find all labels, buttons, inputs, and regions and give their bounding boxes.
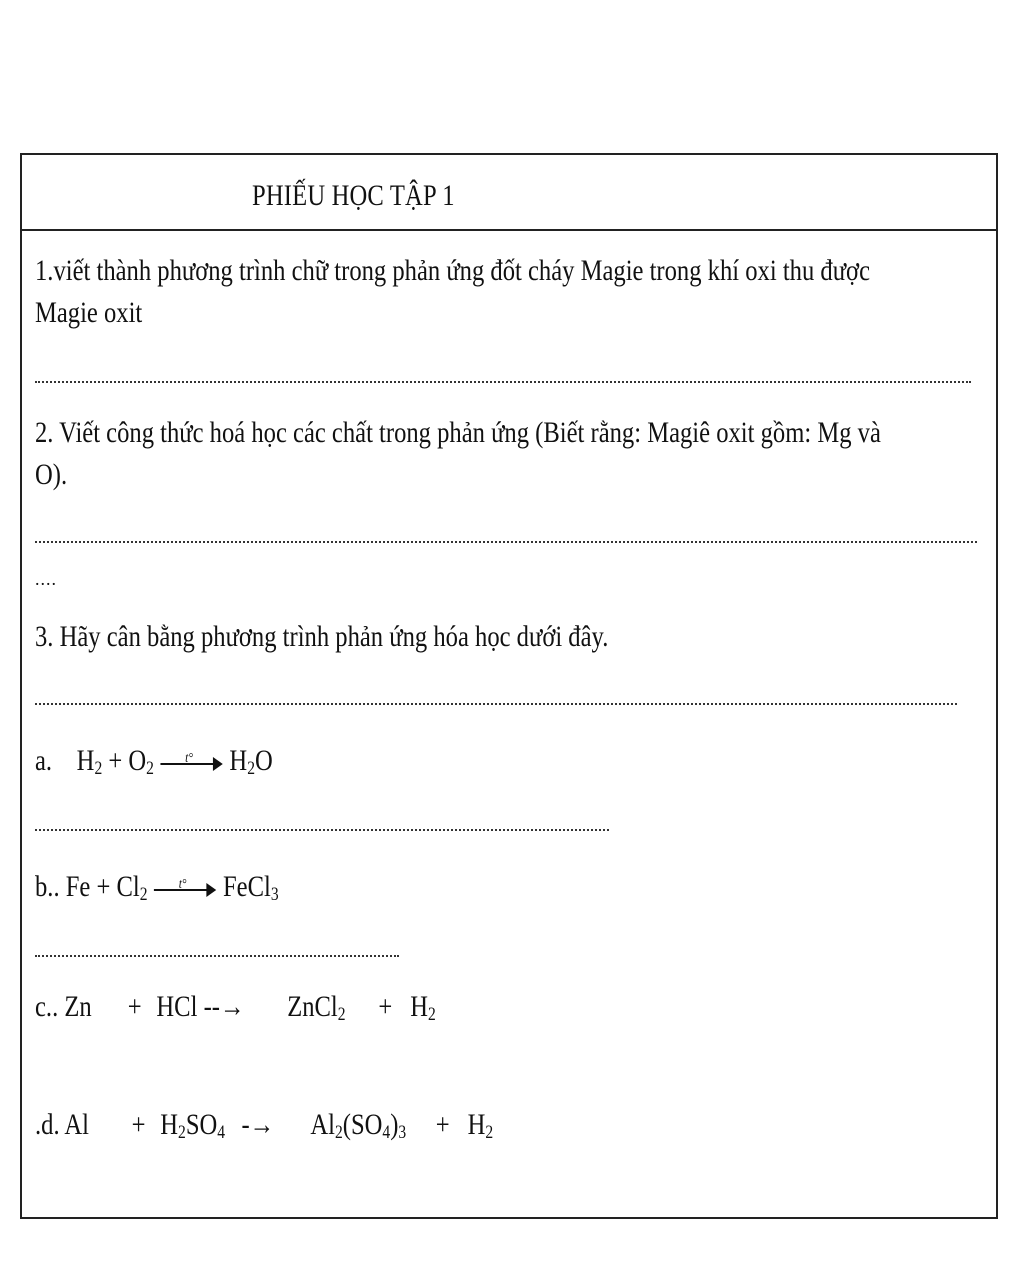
question-2-line-2: O).	[35, 458, 68, 491]
equation-d-arrow: -→	[241, 1108, 275, 1141]
equation-a-reactant-1-subscript: 2	[94, 758, 103, 779]
answer-line-1[interactable]	[35, 381, 971, 383]
equation-a	[35, 741, 273, 789]
equation-d-product-1-tail: )	[390, 1108, 399, 1141]
equation-b-reactant-subscript: 2	[139, 884, 148, 905]
equation-a-product: H	[229, 744, 248, 777]
answer-line-2[interactable]	[35, 541, 977, 543]
answer-line-b[interactable]	[35, 955, 399, 957]
answer-line-3[interactable]	[35, 703, 957, 705]
equation-d-plus-1: +	[131, 1108, 146, 1141]
reaction-arrow-icon	[161, 753, 223, 773]
worksheet-title: PHIẾU HỌC TẬP 1	[252, 179, 455, 212]
equation-c-product-1-subscript: 2	[337, 1004, 346, 1025]
equation-d-product-1-subscript: 2	[334, 1122, 343, 1143]
equation-b-reactants: b.. Fe + Cl	[35, 870, 140, 903]
equation-c-product-1: ZnCl	[287, 990, 338, 1023]
equation-d-reactant-2-mid: SO	[185, 1108, 218, 1141]
equation-d-product-1-subscript-2: 4	[382, 1122, 391, 1143]
equation-d-product-1-mid: (SO	[342, 1108, 383, 1141]
equation-c-plus-2: +	[378, 990, 393, 1023]
worksheet-frame	[20, 153, 998, 1219]
equation-c	[35, 987, 436, 1035]
equation-c-product-2-subscript: 2	[428, 1004, 436, 1025]
equation-d-product-1: Al	[310, 1108, 335, 1141]
equation-a-label: a.	[35, 744, 53, 777]
equation-a-reactant-2-subscript: 2	[146, 758, 154, 779]
equation-d-reactant-2-subscript-2: 4	[217, 1122, 226, 1143]
answer-line-a[interactable]	[35, 829, 609, 831]
equation-c-plus-1: +	[127, 990, 142, 1023]
question-1-line-1: 1.viết thành phương trình chữ trong phản ứng đốt cháy Magie trong khí oxi thu được	[35, 254, 870, 287]
reaction-arrow-icon	[154, 879, 216, 899]
equation-d	[35, 1105, 493, 1153]
equation-c-product-2: H	[410, 990, 429, 1023]
question-2-line-1: 2. Viết công thức hoá học các chất trong phản ứng (Biết rằng: Magiê oxit gồm: Mg và	[35, 416, 881, 449]
equation-d-plus-2: +	[435, 1108, 450, 1141]
equation-c-label: c.. Zn	[35, 990, 92, 1023]
equation-c-reactant-2: HCl --→	[156, 990, 245, 1023]
equation-d-product-2-subscript: 2	[485, 1122, 494, 1143]
equation-b-product-subscript: 3	[270, 884, 279, 905]
equation-a-reactant-2: + O	[108, 744, 147, 777]
equation-d-product-1-subscript-3: 3	[398, 1122, 407, 1143]
equation-d-reactant-2: H	[160, 1108, 179, 1141]
equation-d-label: .d. Al	[35, 1108, 90, 1141]
equation-a-product-tail: O	[254, 744, 273, 777]
question-1-line-2: Magie oxit	[35, 296, 143, 329]
equation-b	[35, 867, 279, 915]
question-3-line-1: 3. Hãy cân bằng phương trình phản ứng hóa học dưới đây.	[35, 620, 609, 653]
worksheet-header	[22, 155, 996, 231]
equation-a-reactant-1: H	[76, 744, 95, 777]
equation-b-product: FeCl	[222, 870, 271, 903]
equation-a-condition: t°	[185, 751, 193, 767]
equation-b-condition: t°	[178, 877, 187, 893]
equation-d-product-2: H	[467, 1108, 486, 1141]
answer-line-2-continuation: ....	[35, 569, 57, 589]
equation-a-product-subscript: 2	[247, 758, 255, 779]
equation-d-reactant-2-subscript: 2	[178, 1122, 186, 1143]
